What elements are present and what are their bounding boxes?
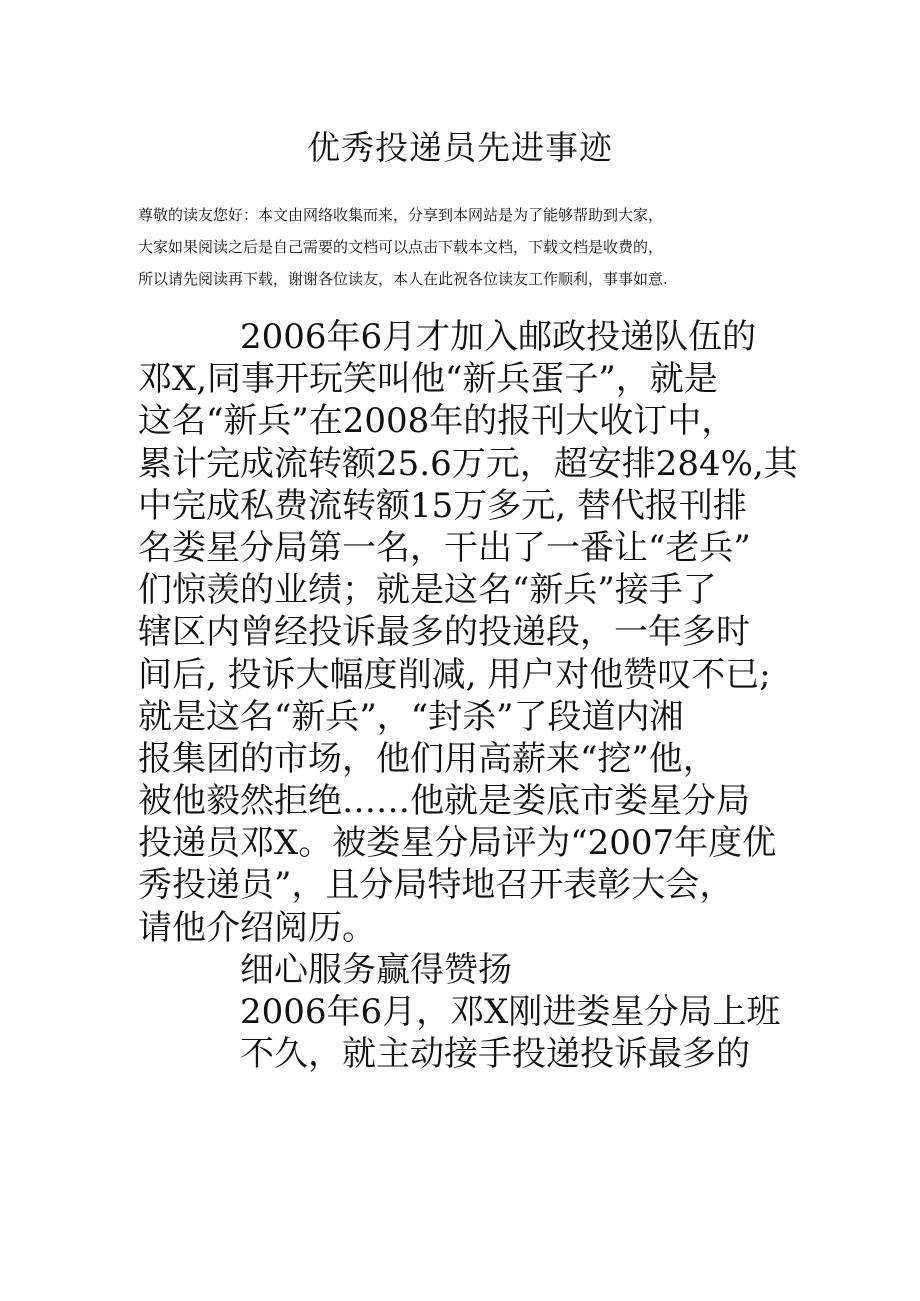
paragraph-line: 累计完成流转额25.6万元，超安排284%,其 <box>138 443 798 484</box>
paragraph-line: 不久，就主动接手投递投诉最多的 <box>240 1034 750 1075</box>
paragraph-line: 间后, 投诉大幅度削减, 用户对他赞叹不已; <box>138 654 771 695</box>
paragraph-line: 2006年6月才加入邮政投递队伍的 <box>240 317 757 357</box>
paragraph-line: 邓X,同事开玩笑叫他“新兵蛋子”，就是 <box>138 359 718 400</box>
section-heading: 细心服务赢得赞扬 <box>240 949 512 990</box>
paragraph-line: 请他介绍阅历。 <box>138 907 376 948</box>
reader-notice <box>138 199 798 295</box>
paragraph-line: 这名“新兵”在2008年的报刊大收订中， <box>138 401 736 442</box>
paragraph-line: 投递员邓X。被娄星分局评为“2007年度优 <box>138 823 777 864</box>
paragraph-line: 们惊羡的业绩；就是这名“新兵”接手了 <box>138 570 717 611</box>
paragraph-line: 中完成私费流转额15万多元, 替代报刊排 <box>138 485 747 526</box>
notice-line: 尊敬的读友您好：本文由网络收集而来，分享到本网站是为了能够帮助到大家， <box>138 206 664 224</box>
paragraph-line: 就是这名“新兵”，“封杀”了段道内湘 <box>138 696 684 737</box>
paragraph-line: 辖区内曾经投诉最多的投递段，一年多时 <box>138 612 750 653</box>
article-body <box>138 316 798 1075</box>
document-title: 优秀投递员先进事迹 <box>307 128 613 167</box>
paragraph-line: 秀投递员”，且分局特地召开表彰大会， <box>138 865 734 906</box>
notice-line: 大家如果阅读之后是自己需要的文档可以点击下载本文档，下载文档是收费的， <box>138 238 664 256</box>
paragraph-line: 2006年6月，邓X刚进娄星分局上班 <box>240 992 781 1032</box>
paragraph-line: 报集团的市场，他们用高薪来“挖”他， <box>138 738 717 779</box>
paragraph-line: 被他毅然拒绝……他就是娄底市娄星分局 <box>138 781 750 822</box>
paragraph-line: 名娄星分局第一名，干出了一番让“老兵” <box>138 527 751 568</box>
notice-line: 所以请先阅读再下载，谢谢各位读友，本人在此祝各位读友工作顺利，事事如意. <box>138 270 668 288</box>
